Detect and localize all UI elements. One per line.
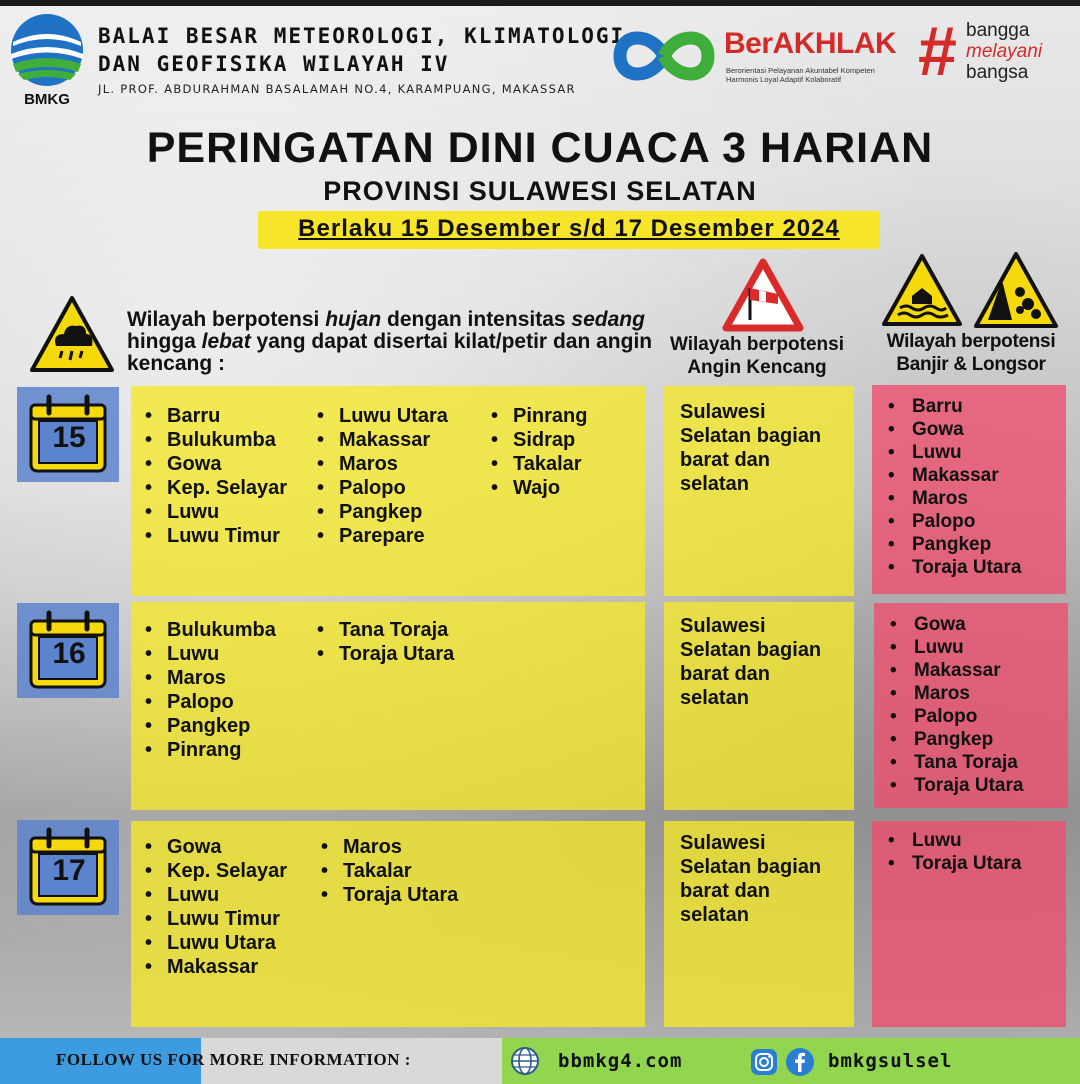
region-item: • Pangkep	[145, 714, 276, 738]
wind-region-text: Sulawesi Selatan bagian barat dan selatan	[680, 615, 822, 709]
region-item: • Maros	[321, 835, 458, 859]
region-item: • Toraja Utara	[321, 883, 458, 907]
region-item: • Palopo	[888, 510, 1021, 533]
region-item: • Tana Toraja	[317, 618, 454, 642]
bangga-melayani-bangsa: bangga melayani bangsa	[966, 20, 1043, 83]
region-item: • Luwu	[888, 441, 1021, 464]
region-item: • Bulukumba	[145, 428, 287, 452]
flood-landslide-regions-day-15	[872, 385, 1066, 594]
rain-regions-day-17	[131, 821, 645, 1027]
region-item: • Luwu	[145, 500, 287, 524]
region-item: • Parepare	[317, 524, 448, 548]
region-item: • Maros	[888, 487, 1021, 510]
region-item: • Palopo	[317, 476, 448, 500]
region-item: • Tana Toraja	[890, 751, 1023, 774]
calendar-icon-day-17	[17, 820, 119, 915]
region-item: • Barru	[888, 395, 1021, 418]
region-item: • Toraja Utara	[888, 852, 1021, 875]
org-name-line2: DAN GEOFISIKA WILAYAH IV	[98, 52, 450, 76]
region-item: • Makassar	[890, 659, 1023, 682]
flood-warning-icon	[880, 252, 964, 328]
region-item: • Pinrang	[491, 404, 587, 428]
region-item: • Maros	[317, 452, 448, 476]
region-item: • Luwu Utara	[145, 931, 287, 955]
rain-region-list	[317, 618, 454, 666]
rain-warning-icon	[28, 294, 116, 374]
region-item: • Takalar	[321, 859, 458, 883]
hazard-column-header: Wilayah berpotensi Banjir & Longsor	[886, 331, 1056, 375]
social-handle[interactable]: bmkgsulsel	[828, 1050, 953, 1072]
instagram-icon[interactable]	[750, 1048, 778, 1076]
region-item: • Luwu	[888, 829, 1021, 852]
region-item: • Palopo	[145, 690, 276, 714]
wind-column-header: Wilayah berpotensi Angin Kencang	[669, 334, 845, 378]
rain-region-list	[145, 618, 276, 762]
flood-landslide-regions-day-17	[872, 821, 1066, 1027]
top-bar	[0, 0, 1080, 6]
website-link[interactable]: bbmkg4.com	[558, 1050, 683, 1072]
region-item: • Luwu Utara	[317, 404, 448, 428]
region-item: • Makassar	[888, 464, 1021, 487]
validity-badge: Berlaku 15 Desember s/d 17 Desember 2024	[258, 211, 880, 249]
svg-text:BMKG: BMKG	[24, 91, 70, 108]
region-item: • Pinrang	[145, 738, 276, 762]
region-item: • Pangkep	[888, 533, 1021, 556]
hashtag-logo: #	[918, 12, 957, 90]
region-item: • Maros	[890, 682, 1023, 705]
region-item: • Toraja Utara	[890, 774, 1023, 797]
region-item: • Luwu Timur	[145, 524, 287, 548]
region-item: • Makassar	[145, 955, 287, 979]
region-item: • Maros	[145, 666, 276, 690]
windsock-warning-icon	[722, 258, 804, 332]
hazard-region-list	[888, 395, 1021, 579]
region-item: • Kep. Selayar	[145, 859, 287, 883]
calendar-icon-day-15	[17, 387, 119, 482]
hazard-region-list	[890, 613, 1023, 797]
rain-region-list	[491, 404, 587, 500]
bmkg-logo	[8, 12, 86, 108]
flood-landslide-regions-day-16	[874, 603, 1068, 808]
region-item: • Wajo	[491, 476, 587, 500]
org-address: JL. PROF. ABDURAHMAN BASALAMAH NO.4, KARAMPUANG, MAKASSAR	[98, 82, 576, 96]
facebook-icon[interactable]	[785, 1047, 815, 1077]
region-item: • Takalar	[491, 452, 587, 476]
calendar-icon-day-16	[17, 603, 119, 698]
wind-regions-day-16	[664, 602, 854, 810]
day-number: 16	[52, 637, 86, 670]
region-item: • Luwu	[145, 883, 287, 907]
footer-follow: FOLLOW US FOR MORE INFORMATION :	[0, 1038, 502, 1084]
page-subtitle: PROVINSI SULAWESI SELATAN	[323, 176, 757, 206]
region-item: • Gowa	[145, 835, 287, 859]
region-item: • Luwu	[890, 636, 1023, 659]
wind-regions-day-15	[664, 386, 854, 596]
region-item: • Luwu	[145, 642, 276, 666]
region-item: • Gowa	[890, 613, 1023, 636]
org-block	[98, 22, 640, 96]
rain-region-list	[317, 404, 448, 548]
berakhlak-subtitle: Berorientasi Pelayanan Akuntabel Kompeten Harmonis Loyal Adaptif Kolaboratif	[726, 66, 875, 84]
wind-regions-day-17	[664, 821, 854, 1027]
rain-region-list	[145, 835, 287, 979]
berakhlak-title: BerAKHLAK	[724, 27, 897, 60]
region-item: • Toraja Utara	[888, 556, 1021, 579]
org-name-line1: BALAI BESAR METEOROLOGI, KLIMATOLOGI,	[98, 24, 640, 48]
rain-regions-day-15	[131, 386, 645, 596]
berakhlak-infinity-icon	[612, 26, 716, 86]
region-item: • Toraja Utara	[317, 642, 454, 666]
page-title: PERINGATAN DINI CUACA 3 HARIAN	[146, 124, 934, 172]
rain-region-list	[145, 404, 287, 548]
rain-column-header: Wilayah berpotensi hujan dengan intensitas sedang hingga lebat yang dapat disertai kilat/petir dan angin kencang :	[127, 308, 653, 375]
rain-regions-day-16	[131, 602, 645, 810]
region-item: • Barru	[145, 404, 287, 428]
region-item: • Palopo	[890, 705, 1023, 728]
region-item: • Gowa	[145, 452, 287, 476]
region-item: • Pangkep	[317, 500, 448, 524]
region-item: • Luwu Timur	[145, 907, 287, 931]
day-number: 15	[52, 421, 86, 454]
region-item: • Sidrap	[491, 428, 587, 452]
region-item: • Kep. Selayar	[145, 476, 287, 500]
region-item: • Bulukumba	[145, 618, 276, 642]
region-item: • Gowa	[888, 418, 1021, 441]
region-item: • Makassar	[317, 428, 448, 452]
day-number: 17	[52, 854, 86, 887]
rain-region-list	[321, 835, 458, 907]
region-item: • Pangkep	[890, 728, 1023, 751]
globe-icon	[510, 1046, 540, 1076]
wind-region-text: Sulawesi Selatan bagian barat dan selatan	[680, 401, 822, 495]
wind-region-text: Sulawesi Selatan bagian barat dan selatan	[680, 832, 822, 926]
landslide-warning-icon	[972, 250, 1060, 330]
hazard-region-list	[888, 829, 1021, 875]
